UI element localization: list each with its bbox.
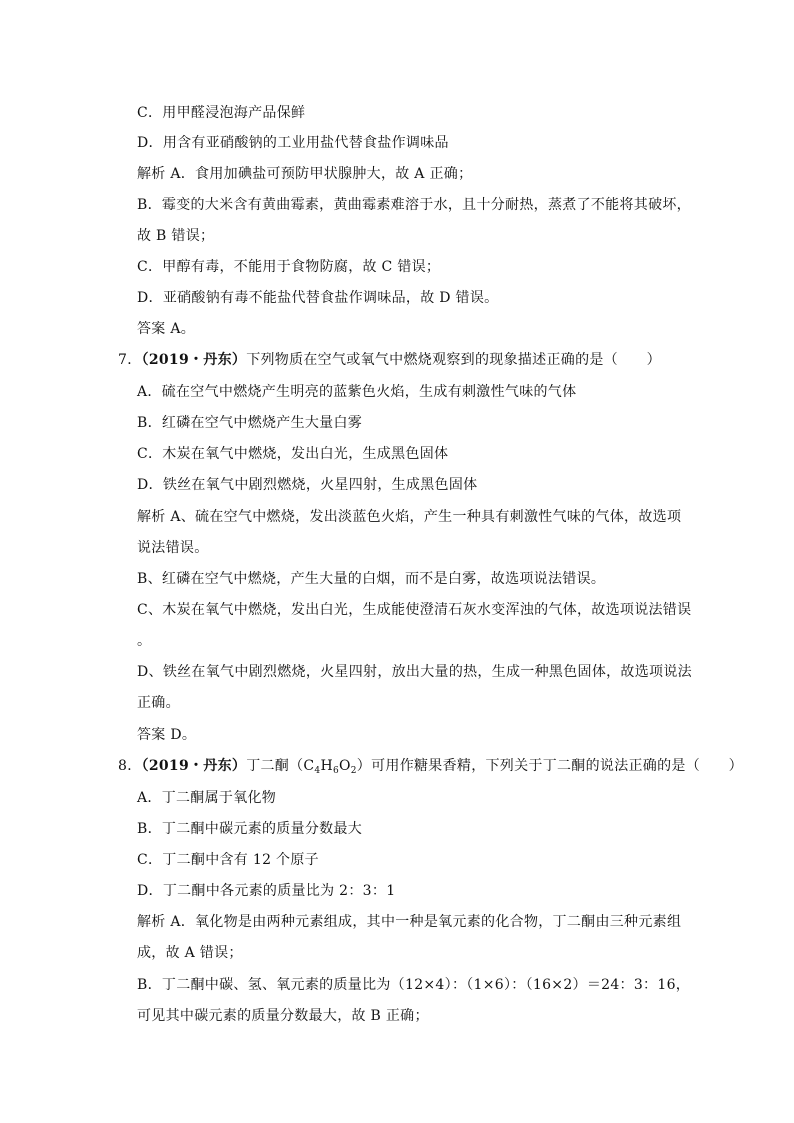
q7-option-c: C．木炭在氧气中燃烧，发出白光，生成黑色固体	[137, 446, 449, 462]
q7-option-a: A．硫在空气中燃烧产生明亮的蓝紫色火焰，生成有刺激性气味的气体	[137, 384, 577, 400]
q8-formula: $C_4H_6O_2$	[303, 758, 357, 776]
q8-source: （2019・丹东）	[141, 758, 247, 774]
q7-number: 7．	[118, 352, 142, 368]
q8-stem-pre: 丁二酮（	[246, 758, 304, 774]
q6-explanation-b-cont: 故 B 错误；	[137, 228, 215, 244]
q7-stem: 下列物质在空气或氧气中燃烧观察到的现象描述正确的是（ ）	[246, 352, 661, 368]
q8-option-b: B．丁二酮中碳元素的质量分数最大	[137, 821, 363, 837]
q8-explanation-b: B．丁二酮中碳、氢、氧元素的质量比为（12×4）：（1×6）：（16×2）＝24：3：16，	[137, 977, 691, 993]
q8-option-c: C．丁二酮中含有 12 个原子	[137, 852, 319, 868]
q7-explanation-a: 解析 A、硫在空气中燃烧，发出淡蓝色火焰，产生一种具有刺激性气味的气体，故选项	[137, 509, 682, 525]
q7-explanation-a-cont: 说法错误。	[137, 540, 209, 556]
q8-stem-line	[118, 756, 743, 776]
q7-explanation-c: C、木炭在氧气中燃烧，发出白光，生成能使澄清石灰水变浑浊的气体，故选项说法错误	[137, 602, 692, 618]
q8-explanation-a: 解析 A．氧化物是由两种元素组成，其中一种是氧元素的化合物，丁二酮由三种元素组	[137, 914, 682, 930]
q6-explanation-b: B．霉变的大米含有黄曲霉素，黄曲霉素难溶于水，且十分耐热，蒸煮了不能将其破坏，	[137, 197, 691, 213]
q7-option-d: D．铁丝在氧气中剧烈燃烧，火星四射，生成黑色固体	[137, 477, 478, 493]
q7-option-b: B．红磷在空气中燃烧产生大量白雾	[137, 415, 363, 431]
q7-explanation-c-cont: 。	[137, 633, 152, 649]
q8-stem-post: ）可用作糖果香精，下列关于丁二酮的说法正确的是（ ）	[356, 758, 743, 774]
q8-explanation-a-cont: 成，故 A 错误；	[137, 945, 243, 961]
q8-option-d: D．丁二酮中各元素的质量比为 2：3：1	[137, 883, 396, 899]
q6-option-d: D．用含有亚硝酸钠的工业用盐代替食盐作调味品	[137, 135, 449, 151]
q8-option-a: A．丁二酮属于氧化物	[137, 790, 277, 806]
q8-explanation-b-cont: 可见其中碳元素的质量分数最大，故 B 正确；	[137, 1008, 429, 1024]
q6-answer: 答案 A。	[137, 321, 196, 337]
q7-explanation-d-cont: 正确。	[137, 695, 180, 711]
q8-number: 8．	[118, 758, 142, 774]
q7-stem-line	[118, 350, 661, 370]
q7-source: （2019・丹东）	[141, 352, 247, 368]
q6-explanation-c: C．甲醇有毒，不能用于食物防腐，故 C 错误；	[137, 259, 441, 275]
q6-explanation-d: D．亚硝酸钠有毒不能盐代替食盐作调味品，故 D 错误。	[137, 290, 499, 306]
q7-explanation-d: D、铁丝在氧气中剧烈燃烧，火星四射，放出大量的热，生成一种黑色固体，故选项说法	[137, 664, 692, 680]
q7-explanation-b: B、红磷在空气中燃烧，产生大量的白烟，而不是白雾，故选项说法错误。	[137, 571, 606, 587]
q7-answer: 答案 D。	[137, 727, 197, 743]
q6-explanation-a: 解析 A．食用加碘盐可预防甲状腺肿大，故 A 正确；	[137, 166, 473, 182]
q6-option-c: C．用甲醛浸泡海产品保鲜	[137, 105, 306, 121]
